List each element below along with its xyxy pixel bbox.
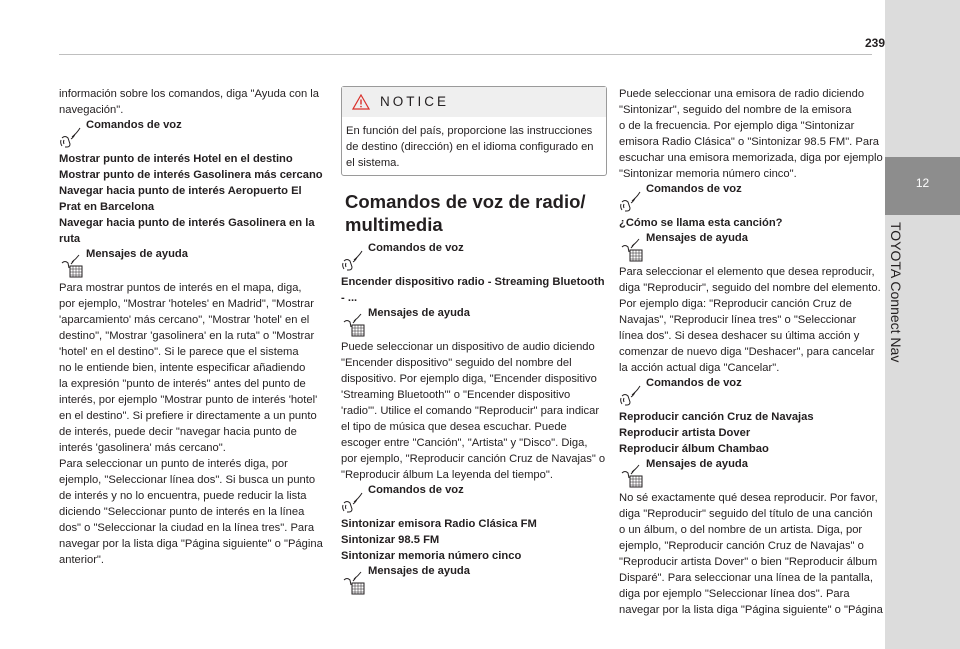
help-line: interés 'gasolinera' más cercano". [59,442,226,454]
help-line: Por ejemplo diga: "Reproducir canción Cruz de [619,298,852,310]
help-line: No sé exactamente qué desea reproducir. Por favor, [619,492,878,504]
intro-line: "Sintonizar memoria número cinco". [619,168,797,180]
help-line: no le entiende bien, intente especificar añadiendo [59,362,306,374]
help-line: la expresión "punto de interés" antes del punto de [59,378,306,390]
voice-help-icon [59,254,83,278]
help-line: destino", "Mostrar 'gasolinera' en la ruta" o "Mostrar [59,330,315,342]
notice-line: el sistema. [346,157,400,169]
help-line: anterior". [59,554,105,566]
help-line: 'aparcamiento' más cercano", "Mostrar 'hotel' en el [59,314,310,326]
column-3 [619,86,885,618]
help-line: por ejemplo, "Reproducir canción Cruz de Navajas" o [341,453,606,465]
help-line: 'Streaming Bluetooth'" o "Encender dispositivo [341,389,571,401]
voice-help-icon [341,571,365,595]
help-messages-label: Mensajes de ayuda [619,232,885,262]
intro-line: o de la frecuencia. Por ejemplo diga "Sintonizar [619,120,855,132]
help-messages-label: Mensajes de ayuda [341,307,607,337]
notice-body [342,117,606,175]
help-line: navegar por la lista diga "Página siguiente" o "Página [619,604,883,616]
help-line: interés, por ejemplo "Mostrar punto de interés 'hotel' [59,394,318,406]
column-1 [59,86,328,568]
intro-line: Puede seleccionar una emisora de radio diciendo [619,88,865,100]
command-line: Sintonizar 98.5 FM [341,534,440,546]
help-line: ejemplo, "Reproducir canción Cruz de Navajas" o [619,540,864,552]
help-line: línea dos". Si desea deshacer su última acción y [619,330,860,342]
help-line: "Reproducir álbum La leyenda del tiempo". [341,469,553,481]
help-line: Para mostrar puntos de interés en el mapa, diga, [59,282,302,294]
voice-icon [619,383,643,407]
intro-line: información sobre los comandos, diga "Ayuda con la [59,88,319,100]
command-line: Reproducir artista Dover [619,427,751,439]
help-line: diga por ejemplo "Seleccionar línea dos". Para [619,588,850,600]
help-messages-label: Mensajes de ayuda [341,565,607,595]
page-number: 239 [864,36,885,50]
command-line: Sintonizar memoria número cinco [341,550,522,562]
notice-box [341,86,607,176]
command-line: Reproducir canción Cruz de Navajas [619,411,814,423]
voice-commands-label: Comandos de voz [619,183,885,213]
help-line: Disparé". Para seleccionar una línea de la pantalla, [619,572,873,584]
command-line: Mostrar punto de interés Hotel en el destino [59,153,293,165]
command-line: ruta [59,233,81,245]
help-line: ejemplo, "Seleccionar línea dos". Si busca un punto [59,474,316,486]
help-line: de interés y no lo encuentra, puede reducir la lista [59,490,307,502]
warning-icon [352,94,370,110]
voice-help-icon [619,238,643,262]
command-line: Navegar hacia punto de interés Aeropuerto El [59,185,302,197]
help-line: Puede seleccionar un dispositivo de audio diciendo [341,341,595,353]
voice-commands-label: Comandos de voz [341,242,607,272]
voice-help-icon [341,313,365,337]
notice-title: NOTICE [380,94,450,109]
help-line: en el destino". Si prefiere ir directamente a un punto [59,410,317,422]
help-messages-label: Mensajes de ayuda [619,458,885,488]
help-line: la acción actual diga "Cancelar". [619,362,780,374]
help-line: dispositivo. Por ejemplo diga, "Encender dispositivo [341,373,597,385]
voice-commands-label: Comandos de voz [619,377,885,407]
help-line: "Reproducir artista Dover" o bien "Reproducir álbum [619,556,878,568]
help-line: dos" o "Seleccionar la ciudad en la línea tres". Para [59,522,315,534]
notice-header [342,87,606,117]
command-line: Navegar hacia punto de interés Gasolinera en la [59,217,315,229]
help-line: Navajas", "Reproducir línea tres" o "Seleccionar [619,314,857,326]
command-line: Sintonizar emisora Radio Clásica FM [341,518,537,530]
help-line: por ejemplo, "Mostrar 'hoteles' en Madrid", "Mostrar [59,298,314,310]
help-line: "Encender dispositivo" seguido del nombre del [341,357,572,369]
voice-commands-label: Comandos de voz [341,484,607,514]
help-messages-label: Mensajes de ayuda [59,248,328,278]
help-line: de interés, puede decir "navegar hacia punto de [59,426,297,438]
voice-icon [341,248,365,272]
notice-line: de destino (dirección) en el idioma configurado en [346,141,594,153]
intro-line: escuchar una emisora memorizada, diga por ejemplo [619,152,883,164]
chapter-number: 12 [915,176,930,190]
help-line: 'hotel' en el destino". Si le parece que el sistema [59,346,299,358]
voice-icon [59,125,83,149]
voice-icon [619,189,643,213]
command-line: Reproducir álbum Chambao [619,443,769,455]
help-line: escoger entre "Canción", "Artista" y "Disco". Diga, [341,437,588,449]
help-line: o un álbum, o del nombre de un artista. Diga, por [619,524,863,536]
command-line: ¿Cómo se llama esta canción? [619,217,783,229]
help-line: Para seleccionar un punto de interés diga, por [59,458,288,470]
help-line: Para seleccionar el elemento que desea reproducir, [619,266,875,278]
section-heading: Comandos de voz de radio/ multimedia [345,191,586,235]
notice-line: En función del país, proporcione las instrucciones [346,125,593,137]
command-line: Prat en Barcelona [59,201,155,213]
intro-line: navegación". [59,104,124,116]
command-line: Encender dispositivo radio - Streaming Bluetooth [341,276,605,288]
voice-help-icon [619,464,643,488]
voice-icon [341,490,365,514]
intro-line: emisora Radio Clásica" o "Sintonizar 98.5 FM". Para [619,136,880,148]
command-line: - ... [341,292,358,304]
help-line: 'radio'". Utilice el comando "Reproducir" para indicar [341,405,600,417]
help-line: diciendo "Seleccionar punto de interés en la línea [59,506,305,518]
intro-line: "Sintonizar", seguido del nombre de la emisora [619,104,852,116]
help-line: comenzar de nuevo diga "Deshacer", para cancelar [619,346,875,358]
column-2 [341,86,607,597]
chapter-title: TOYOTA Connect Nav [888,222,904,363]
voice-commands-label: Comandos de voz [59,119,328,149]
command-line: Mostrar punto de interés Gasolinera más cercano [59,169,323,181]
help-line: navegar por la lista diga "Página siguiente" o "Página [59,538,323,550]
help-line: diga "Reproducir" seguido del título de una canción [619,508,873,520]
help-line: el tipo de música que desea escuchar. Puede [341,421,567,433]
help-line: diga "Reproducir", seguido del nombre del elemento. [619,282,881,294]
header-divider [59,54,872,55]
